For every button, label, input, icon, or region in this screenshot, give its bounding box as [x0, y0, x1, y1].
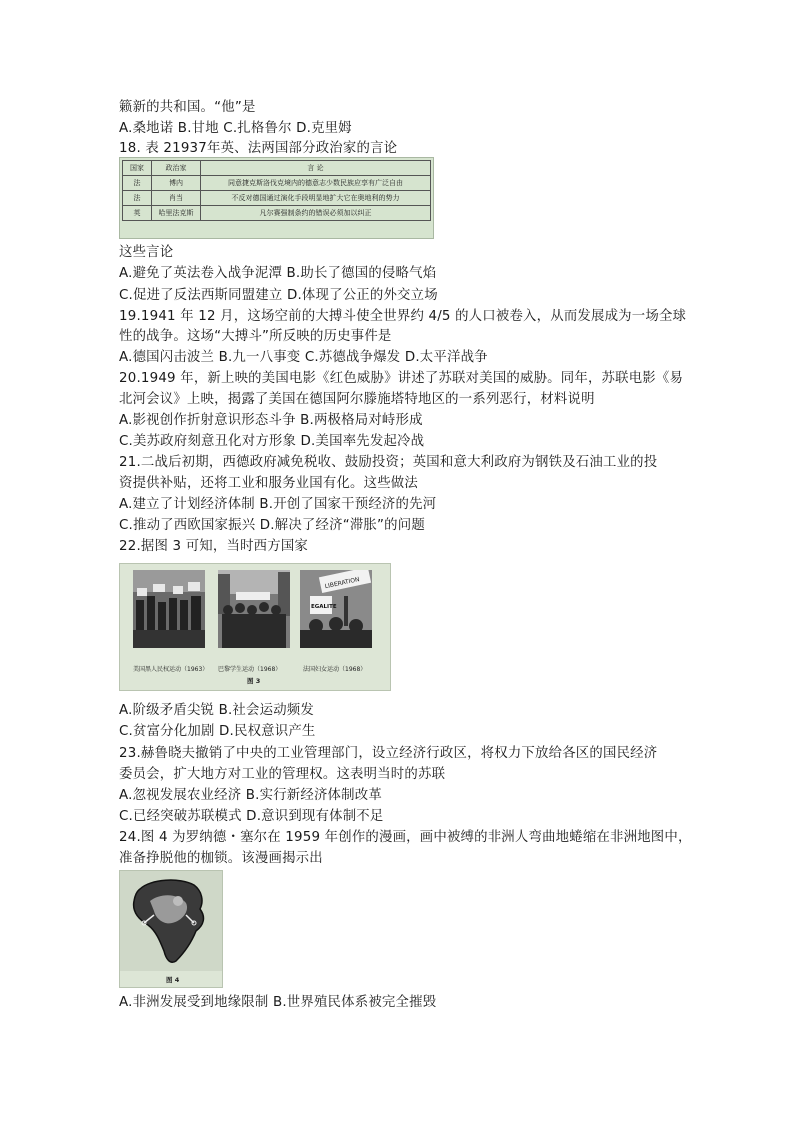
caption-womens-movement: 法国妇女运动（1968）: [303, 666, 367, 673]
text-line: 北河会议》上映，揭露了美国在德国阿尔滕施塔特地区的一系列恶行，材料说明: [119, 392, 595, 407]
caption-paris-students: 巴黎学生运动（1968）: [218, 666, 282, 673]
question-20-stem: 20.1949 年，新上映的美国电影《红色威胁》讲述了苏联对美国的威胁。同年，苏联电影《易: [119, 371, 684, 386]
option-line: A.德国闪击波兰 B.九一八事变 C.苏德战争爆发 D.太平洋战争: [119, 350, 488, 365]
cell-country: 法: [123, 191, 152, 206]
cell-politician: 肖当: [152, 191, 201, 206]
cell-politician: 哈里法克斯: [152, 206, 201, 221]
question-24-stem: 24.图 4 为罗纳德・塞尔在 1959 年创作的漫画，画中被缚的非洲人弯曲地蜷缩在非洲地图中，: [119, 830, 692, 845]
option-line: A.忽视发展农业经济 B.实行新经济体制改革: [119, 788, 382, 803]
option-line: A.阶级矛盾尖锐 B.社会运动频发: [119, 703, 314, 718]
text-line: A.桑地诺 B.甘地 C.扎格鲁尔 D.克里姆: [119, 121, 352, 136]
option-line: C.贫富分化加剧 D.民权意识产生: [119, 724, 316, 739]
option-line: C.推动了西欧国家振兴 D.解决了经济“滞胀”的问题: [119, 518, 425, 533]
option-line: A.避免了英法卷入战争泥潭 B.助长了德国的侵略气焰: [119, 266, 437, 281]
cell-politician: 博内: [152, 176, 201, 191]
cell-remarks: 不反对德国通过演化手段明显地扩大它在奥地利的势力: [201, 191, 431, 206]
figure-3: [119, 563, 391, 691]
table-row: [123, 206, 431, 221]
header-country: 国家: [123, 161, 152, 176]
figure-4: [119, 870, 223, 988]
option-line: C.美苏政府刻意丑化对方形象 D.美国率先发起冷战: [119, 434, 425, 449]
text-line: 籁新的共和国。“他”是: [119, 100, 256, 115]
cell-country: 英: [123, 206, 152, 221]
question-23-stem: 23.赫鲁晓夫撤销了中央的工业管理部门，设立经济行政区，将权力下放给各区的国民经济: [119, 746, 658, 761]
cell-country: 法: [123, 176, 152, 191]
civil-rights-photo: [133, 570, 205, 648]
table-row: [123, 176, 431, 191]
caption-civil-rights: 美国黑人民权运动（1963）: [133, 666, 209, 673]
politician-remarks-table: [122, 160, 431, 221]
option-line: A.非洲发展受到地缘限制 B.世界殖民体系被完全摧毁: [119, 995, 437, 1010]
liberation-sign-text: LIBERATION: [324, 576, 361, 591]
table-row: [123, 191, 431, 206]
text-line: 资提供补贴，还将工业和服务业国有化。这些做法: [119, 476, 418, 491]
option-line: C.促进了反法西斯同盟建立 D.体现了公正的外交立场: [119, 288, 438, 303]
paris-student-photo: [218, 570, 290, 648]
figure-4-label: 图 4: [166, 976, 180, 984]
womens-movement-photo: [300, 570, 372, 648]
text-line: 准备挣脱他的枷锁。该漫画揭示出: [119, 851, 323, 866]
question-21-stem: 21.二战后初期，西德政府减免税收、鼓励投资；英国和意大利政府为钢铁及石油工业的投: [119, 455, 658, 470]
header-politician: 政治家: [152, 161, 201, 176]
option-line: A.影视创作折射意识形态斗争 B.两极格局对峙形成: [119, 413, 423, 428]
table-header-row: [123, 161, 431, 176]
table-2-figure: [119, 157, 434, 239]
text-line: 性的战争。这场“大搏斗”所反映的历史事件是: [119, 329, 392, 344]
figure-3-label: 图 3: [247, 677, 261, 685]
header-remarks: 言 论: [201, 161, 431, 176]
cell-remarks: 凡尔赛强制条约的错误必须加以纠正: [201, 206, 431, 221]
africa-cartoon-image: [120, 871, 222, 971]
option-line: C.已经突破苏联模式 D.意识到现有体制不足: [119, 809, 384, 824]
cell-remarks: 同意捷克斯洛伐克境内的德意志少数民族应享有广泛自由: [201, 176, 431, 191]
question-22-stem: 22.据图 3 可知，当时西方国家: [119, 539, 309, 554]
option-line: A.建立了计划经济体制 B.开创了国家干预经济的先河: [119, 497, 437, 512]
question-19-stem: 19.1941 年 12 月，这场空前的大搏斗使全世界约 4/5 的人口被卷入，从而发展成为一场全球: [119, 309, 687, 324]
egalite-sign-text: EGALITE: [311, 604, 337, 610]
question-18-stem: 18. 表 21937年英、法两国部分政治家的言论: [119, 141, 398, 156]
text-line: 这些言论: [119, 245, 174, 260]
text-line: 委员会，扩大地方对工业的管理权。这表明当时的苏联: [119, 767, 446, 782]
